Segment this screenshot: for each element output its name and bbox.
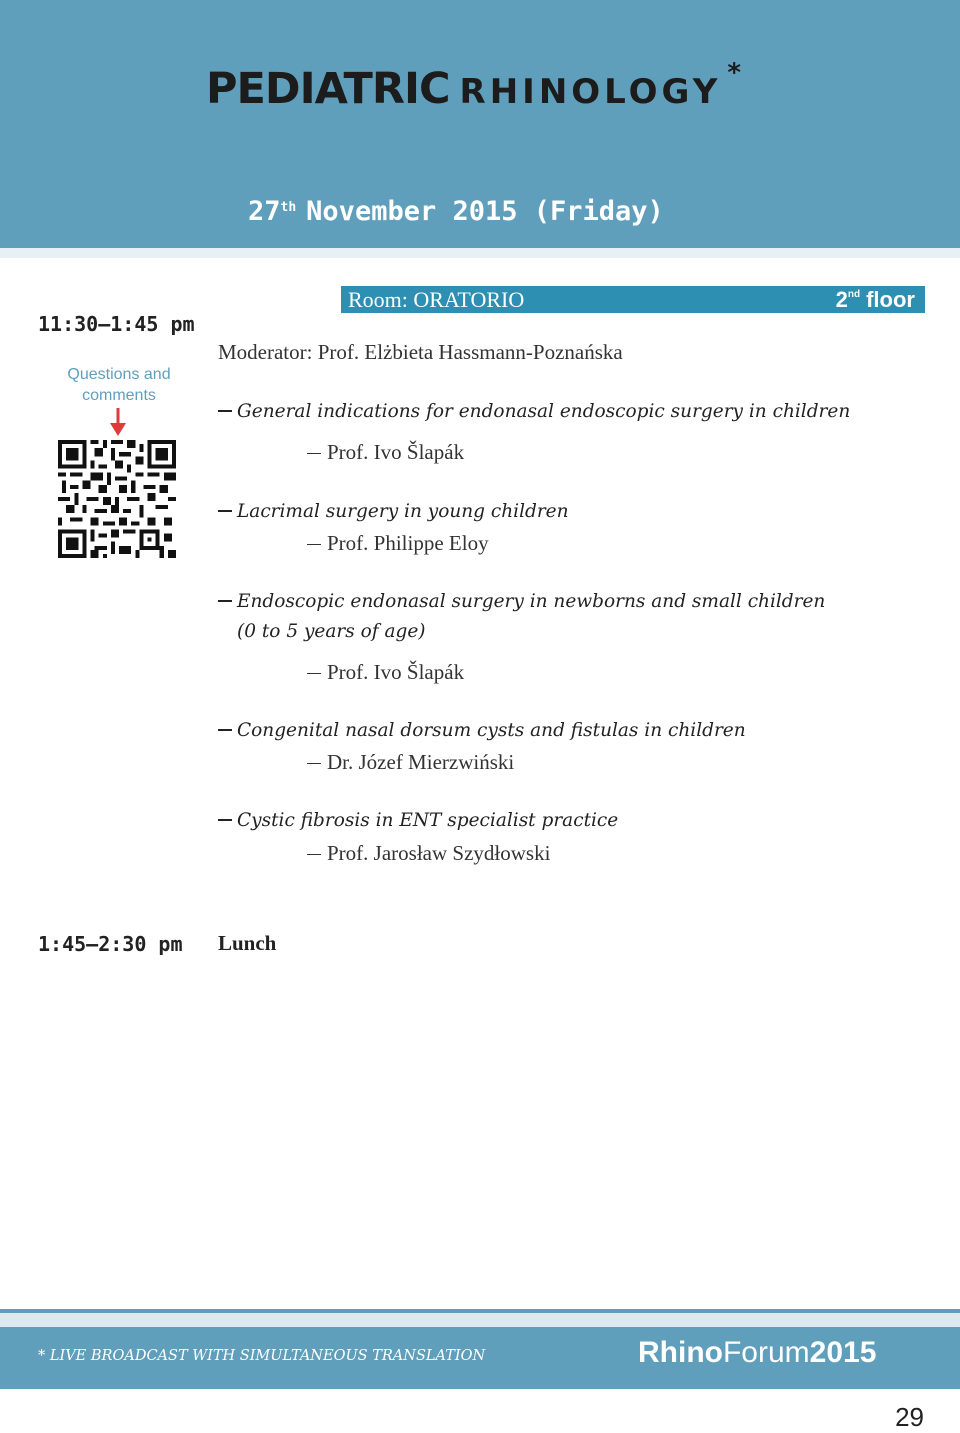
header-divider (0, 248, 960, 258)
questions-label (40, 364, 198, 406)
title-sub: RHINOLOGY (459, 72, 722, 112)
date-day: 27 (248, 196, 281, 227)
room-bar (341, 286, 925, 313)
floor-label (836, 287, 915, 313)
title-main: PEDIATRIC (206, 64, 450, 114)
date-rest: November 2015 (Friday) (306, 196, 664, 227)
talk-title: Lacrimal surgery in young children (218, 501, 569, 522)
room-label: Room: ORATORIO (348, 287, 525, 312)
page-number: 29 (895, 1402, 924, 1432)
logo-part-1: Rhino (638, 1336, 723, 1369)
lunch-label: Lunch (218, 931, 277, 955)
talk-speaker: Prof. Jarosław Szydłowski (307, 841, 550, 866)
floor-word: floor (866, 287, 915, 312)
questions-line-1: Questions and (67, 366, 171, 383)
page-title (206, 58, 741, 114)
session-time: 11:30–1:45 pm (38, 312, 195, 336)
title-asterisk: * (727, 58, 741, 88)
session-date (248, 196, 664, 227)
date-suffix: th (280, 200, 297, 215)
page-footer (0, 1327, 960, 1389)
talk-speaker: Prof. Ivo Šlapák (307, 440, 464, 465)
talk-title: General indications for endonasal endoscopic surgery in children (218, 401, 850, 422)
talk-speaker: Prof. Philippe Eloy (307, 531, 489, 556)
questions-line-2: comments (82, 387, 156, 404)
live-broadcast-note: * LIVE BROADCAST WITH SIMULTANEOUS TRANSLATION (38, 1348, 486, 1364)
talk-title-continued: (0 to 5 years of age) (237, 621, 426, 642)
talk-title: Cystic fibrosis in ENT specialist practice (218, 810, 618, 831)
floor-suffix: nd (847, 289, 861, 300)
footer-band (0, 1313, 960, 1327)
talk-title: Congenital nasal dorsum cysts and fistulas in children (218, 720, 746, 741)
floor-number: 2 (835, 287, 848, 312)
logo-part-3: 2015 (809, 1336, 877, 1369)
page-header (0, 0, 960, 248)
qr-code-icon[interactable] (58, 440, 176, 558)
lunch-time: 1:45–2:30 pm (38, 932, 183, 956)
logo-part-2: Forum (722, 1336, 810, 1369)
down-arrow-icon (108, 408, 128, 438)
rhinoforum-logo (638, 1336, 876, 1370)
moderator: Moderator: Prof. Elżbieta Hassmann-Poznańska (218, 340, 623, 364)
talk-speaker: Prof. Ivo Šlapák (307, 660, 464, 685)
talk-speaker: Dr. Józef Mierzwiński (307, 750, 514, 775)
talk-title: Endoscopic endonasal surgery in newborns and small children (218, 591, 825, 612)
